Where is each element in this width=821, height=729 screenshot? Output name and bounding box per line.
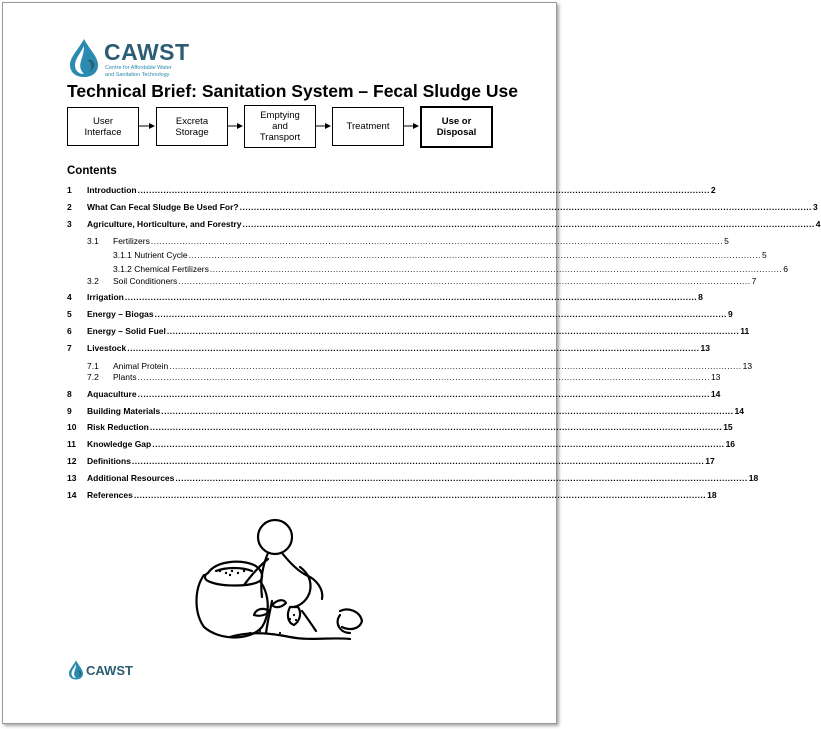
toc-entry-title: Definitions	[87, 456, 131, 466]
toc-entry-number: 5	[67, 309, 72, 319]
toc-entry[interactable]	[67, 473, 759, 485]
toc-dot-leader: ........................................................................................................................................................................................................	[242, 219, 815, 229]
toc-entry-page: 5	[761, 250, 767, 260]
toc-entry-number: 7.1	[87, 361, 99, 371]
toc-entry[interactable]	[67, 264, 788, 276]
toc-entry-number: 11	[67, 439, 76, 449]
footer-logo	[68, 659, 133, 686]
toc-entry[interactable]	[67, 292, 703, 304]
toc-dot-leader: ........................................................................................................................................................................................................	[209, 264, 783, 274]
toc-entry-page: 11	[740, 326, 750, 336]
toc-entry-title: Animal Protein	[113, 361, 169, 371]
toc-entry-title: 3.1.2 Chemical Fertilizers	[113, 264, 209, 274]
toc-entry[interactable]	[67, 202, 818, 214]
toc-entry-number: 7.2	[87, 372, 99, 382]
toc-entry[interactable]	[67, 372, 721, 384]
flow-arrows	[0, 0, 564, 160]
flow-step-label: Treatment	[346, 121, 390, 132]
toc-entry-number: 10	[67, 422, 77, 432]
footer-org-name: CAWST	[86, 663, 133, 678]
toc-entry-number: 3	[67, 219, 72, 229]
toc-entry-title: Additional Resources	[87, 473, 175, 483]
toc-entry[interactable]	[67, 236, 729, 248]
toc-entry[interactable]	[67, 389, 721, 401]
toc-entry-page: 14	[734, 406, 745, 416]
toc-entry-number: 2	[67, 202, 72, 212]
flow-step-label: Excreta Storage	[175, 115, 209, 138]
toc-entry-title: Aquaculture	[87, 389, 137, 399]
toc-entry-page: 13	[710, 372, 721, 382]
toc-entry[interactable]	[67, 309, 733, 321]
toc-entry-page: 16	[725, 439, 736, 449]
toc-entry[interactable]	[67, 326, 750, 338]
toc-entry-title: What Can Fecal Sludge Be Used For?	[87, 202, 239, 212]
toc-dot-leader: ........................................................................................................................................................................................................	[133, 490, 707, 500]
toc-entry-page: 15	[723, 422, 733, 432]
toc-entry-title: Irrigation	[87, 292, 124, 302]
toc-dot-leader: ........................................................................................................................................................................................................	[150, 236, 724, 246]
toc-entry-number: 4	[67, 292, 72, 302]
toc-dot-leader: ........................................................................................................................................................................................................	[149, 422, 723, 432]
toc-entry-title: Fertilizers	[113, 236, 150, 246]
toc-dot-leader: ........................................................................................................................................................................................................	[137, 372, 710, 382]
toc-entry-page: 14	[710, 389, 721, 399]
toc-entry-page: 7	[751, 276, 757, 286]
cawst-drop-logo-icon	[68, 659, 84, 681]
toc-entry-page: 4	[815, 219, 821, 229]
toc-entry-number: 13	[67, 473, 77, 483]
logo-org-name: CAWST	[104, 39, 190, 65]
toc-entry-title: Building Materials	[87, 406, 161, 416]
toc-entry-page: 18	[707, 490, 717, 500]
toc-dot-leader: ........................................................................................................................................................................................................	[131, 456, 705, 466]
toc-entry[interactable]	[67, 406, 745, 418]
toc-entry-title: Risk Reduction	[87, 422, 149, 432]
toc-entry-title: Knowledge Gap	[87, 439, 152, 449]
toc-dot-leader: ........................................................................................................................................................................................................	[239, 202, 812, 212]
toc-entry[interactable]	[67, 219, 821, 231]
toc-entry[interactable]	[67, 250, 767, 262]
toc-entry-number: 7	[67, 343, 72, 353]
toc-entry[interactable]	[67, 456, 715, 468]
toc-dot-leader: ........................................................................................................................................................................................................	[175, 473, 748, 483]
logo-subtitle-line1: Centre for Affordable Water	[105, 65, 172, 71]
toc-entry-page: 8	[698, 292, 703, 302]
toc-entry-page: 17	[705, 456, 715, 466]
toc-entry-page: 5	[724, 236, 729, 246]
toc-dot-leader: ........................................................................................................................................................................................................	[124, 292, 698, 302]
toc-entry[interactable]	[67, 490, 717, 502]
toc-dot-leader: ........................................................................................................................................................................................................	[127, 343, 700, 353]
toc-entry-number: 14	[67, 490, 77, 500]
toc-entry-title: Soil Conditioners	[113, 276, 178, 286]
toc-entry-title: Agriculture, Horticulture, and Forestry	[87, 219, 242, 229]
toc-entry-number: 1	[67, 185, 72, 195]
toc-entry[interactable]	[67, 422, 733, 434]
toc-dot-leader: ........................................................................................................................................................................................................	[178, 276, 751, 286]
toc-dot-leader: ........................................................................................................................................................................................................	[161, 406, 734, 416]
toc-entry-title: Plants	[113, 372, 137, 382]
toc-entry-number: 9	[67, 406, 72, 416]
flow-step-label: User Interface	[84, 115, 122, 138]
toc-dot-leader: ........................................................................................................................................................................................................	[152, 439, 725, 449]
toc-entry-page: 13	[742, 361, 753, 371]
toc-entry-page: 18	[748, 473, 759, 483]
toc-dot-leader: ........................................................................................................................................................................................................	[188, 250, 761, 260]
logo-subtitle-line2: and Sanitation Technology	[105, 71, 170, 78]
toc-entry-page: 3	[812, 202, 818, 212]
toc-entry-page: 6	[783, 264, 788, 274]
toc-entry-number: 8	[67, 389, 72, 399]
toc-dot-leader: ........................................................................................................................................................................................................	[137, 185, 710, 195]
toc-entry-title: Introduction	[87, 185, 137, 195]
toc-entry-page: 2	[710, 185, 716, 195]
toc-dot-leader: ........................................................................................................................................................................................................	[166, 326, 740, 336]
toc-entry-title: Energy – Biogas	[87, 309, 154, 319]
toc-entry-page: 13	[700, 343, 711, 353]
toc-dot-leader: ........................................................................................................................................................................................................	[154, 309, 727, 319]
flow-step-label: Emptying and Transport	[259, 110, 301, 143]
flow-step-label: Use or Disposal	[436, 116, 477, 138]
toc-entry[interactable]	[67, 343, 711, 355]
toc-entry-title: 3.1.1 Nutrient Cycle	[113, 250, 188, 260]
toc-dot-leader: ........................................................................................................................................................................................................	[169, 361, 742, 371]
toc-entry[interactable]	[67, 439, 736, 451]
gardener-illustration	[190, 515, 380, 645]
toc-entry-title: References	[87, 490, 133, 500]
toc-entry-number: 6	[67, 326, 72, 336]
toc-entry-number: 3.2	[87, 276, 99, 286]
toc-entry[interactable]	[67, 185, 716, 197]
toc-entry-number: 12	[67, 456, 77, 466]
toc-entry[interactable]	[67, 276, 757, 288]
toc-entry-page: 9	[727, 309, 733, 319]
toc-entry-title: Livestock	[87, 343, 127, 353]
toc-entry-number: 3.1	[87, 236, 99, 246]
toc-dot-leader: ........................................................................................................................................................................................................	[137, 389, 710, 399]
page-title: Technical Brief: Sanitation System – Fecal Sludge Use	[67, 81, 518, 101]
toc-entry-title: Energy – Solid Fuel	[87, 326, 166, 336]
contents-heading: Contents	[67, 165, 117, 177]
